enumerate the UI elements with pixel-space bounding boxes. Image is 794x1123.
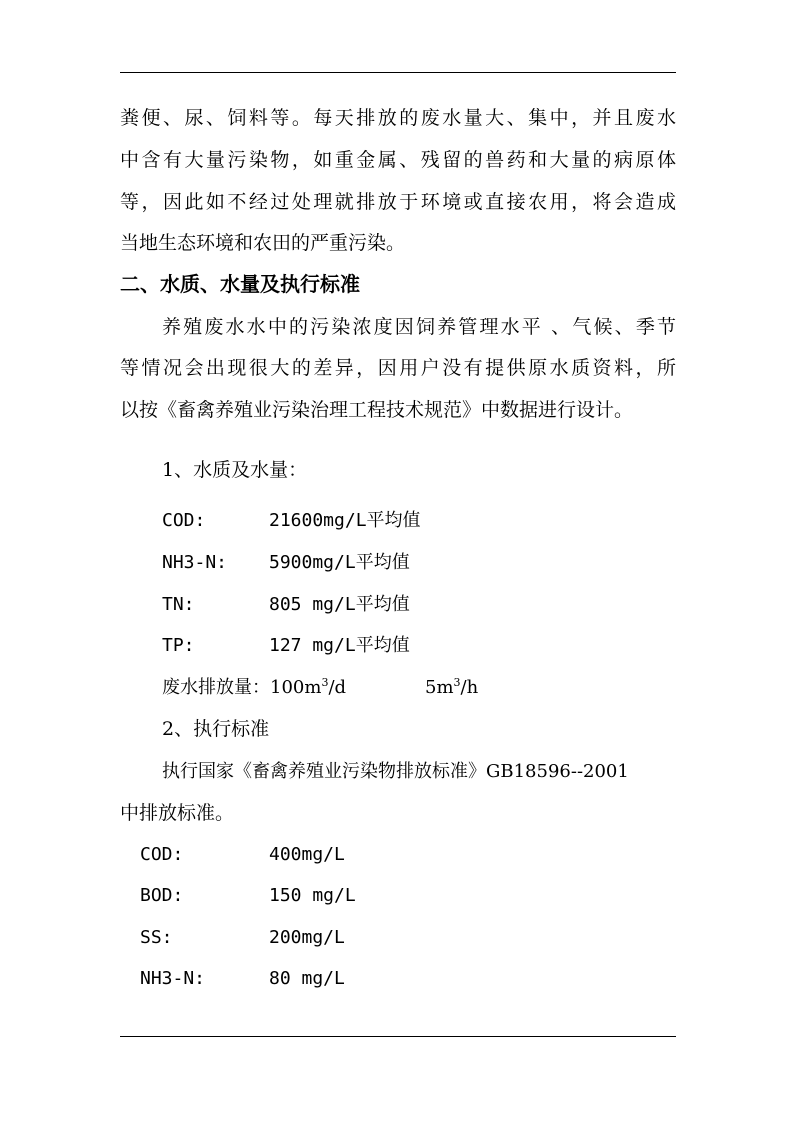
footer-rule [120,1036,676,1037]
section-heading: 二、水质、水量及执行标准 [120,272,360,296]
discharge-row [162,676,346,700]
subsection1-title: 1、水质及水量： [162,459,308,481]
param-tn-label: TN: [162,594,195,615]
paragraph1-line-1: 粪便、尿、饲料等。每天排放的废水量大、集中，并且废水 [120,107,676,129]
paragraph1-line-4: 当地生态环境和农田的严重污染。 [120,232,406,254]
intro-line-1: 养殖废水水中的污染浓度因饲养管理水平 、气候、季节 [162,316,676,338]
param-tp-label: TP: [162,635,195,656]
limit-bod-label: BOD: [140,885,184,906]
limit-cod-value: 400mg/L [269,844,345,865]
discharge-daily: $100m^3/d$ [270,676,347,698]
param-tp-value: 127 mg/L平均值 [269,635,410,656]
discharge-label: 废水排放量： [162,677,270,698]
limit-cod-label: COD: [140,844,184,865]
header-rule [120,72,676,73]
paragraph1-line-2: 中含有大量污染物，如重金属、残留的兽药和大量的病原体 [120,149,676,171]
subsection2-title: 2、执行标准 [162,718,270,740]
discharge-hourly: $5m^3/h$ [425,676,479,698]
param-tn-value: 805 mg/L平均值 [269,594,410,615]
param-cod-label: COD: [162,510,206,531]
intro-line-2: 等情况会出现很大的差异，因用户没有提供原水质资料，所 [120,357,676,379]
standard-line-2: 中排放标准。 [120,802,235,824]
limit-ss-value: 200mg/L [269,927,345,948]
param-nh3n-label: NH3-N: [162,552,228,573]
paragraph1-line-3: 等，因此如不经过处理就排放于环境或直接农用，将会造成 [120,191,676,213]
limit-bod-value: 150 mg/L [269,885,356,906]
limit-nh3n-value: 80 mg/L [269,968,345,989]
param-nh3n-value: 5900mg/L平均值 [269,552,410,573]
limit-ss-label: SS: [140,927,173,948]
intro-line-3: 以按《畜禽养殖业污染治理工程技术规范》中数据进行设计。 [120,399,634,421]
standard-line-1: 执行国家《畜禽养殖业污染物排放标准》GB18596--2001 [162,761,629,782]
limit-nh3n-label: NH3-N: [140,968,206,989]
param-cod-value: 21600mg/L平均值 [269,510,421,531]
